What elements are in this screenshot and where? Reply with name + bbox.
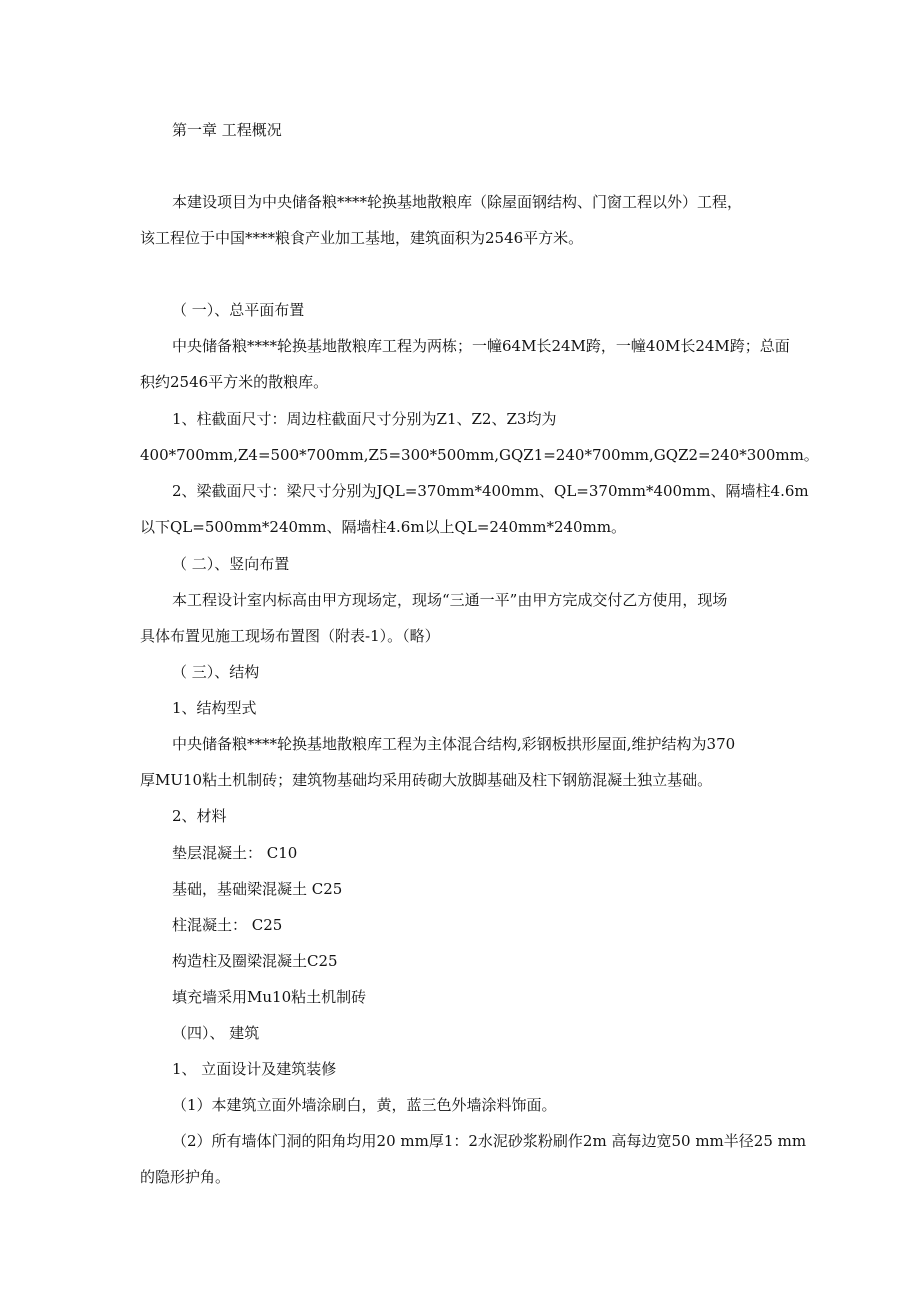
section-1-para-line-2: 积约2546平方米的散粮库。 bbox=[140, 373, 329, 391]
intro-line-2: 该工程位于中国****粮食产业加工基地，建筑面积为2546平方米。 bbox=[140, 229, 584, 247]
facade-design-heading: 1、 立面设计及建筑装修 bbox=[172, 1060, 337, 1078]
intro-line-1: 本建设项目为中央储备粮****轮换基地散粮库（除屋面钢结构、门窗工程以外）工程， bbox=[172, 193, 743, 211]
section-2-heading: （ 二）、竖向布置 bbox=[172, 555, 290, 573]
chapter-title: 第一章 工程概况 bbox=[172, 121, 282, 139]
material-item: 垫层混凝土： C10 bbox=[172, 844, 298, 862]
section-2-para-line-1: 本工程设计室内标高由甲方现场定，现场“三通一平”由甲方完成交付乙方使用，现场 bbox=[172, 591, 728, 609]
facade-item-2-line-2: 的隐形护角。 bbox=[140, 1168, 231, 1186]
section-1-para-line-1: 中央储备粮****轮换基地散粮库工程为两栋；一幢64M长24M跨，一幢40M长24M跨；总面 bbox=[172, 337, 790, 355]
material-item: 构造柱及圈梁混凝土C25 bbox=[172, 952, 338, 970]
column-size-line-1: 1、柱截面尺寸：周边柱截面尺寸分别为Z1、Z2、Z3均为 bbox=[172, 410, 557, 428]
section-4-heading: （四）、 建筑 bbox=[172, 1024, 260, 1042]
material-item: 基础，基础梁混凝土 C25 bbox=[172, 880, 343, 898]
structure-para-line-1: 中央储备粮****轮换基地散粮库工程为主体混合结构,彩钢板拱形屋面,维护结构为370 bbox=[172, 735, 736, 753]
section-2-para-line-2: 具体布置见施工现场布置图（附表-1）。（略） bbox=[140, 627, 440, 645]
column-size-line-2: 400*700mm,Z4=500*700mm,Z5=300*500mm,GQZ1=240*700mm,GQZ2=240*300mm。 bbox=[140, 446, 819, 464]
material-item: 填充墙采用Mu10粘土机制砖 bbox=[172, 988, 367, 1006]
beam-size-line-2: 以下QL=500mm*240mm、隔墙柱4.6m以上QL=240mm*240mm。 bbox=[140, 518, 627, 536]
facade-item-2-line-1: （2）所有墙体门洞的阳角均用20 mm厚1：2水泥砂浆粉刷作2m 高每边宽50 mm半径25 mm bbox=[172, 1132, 807, 1150]
section-3-heading: （ 三）、结构 bbox=[172, 663, 260, 681]
facade-item-1: （1）本建筑立面外墙涂刷白，黄，蓝三色外墙涂料饰面。 bbox=[172, 1096, 557, 1114]
section-1-heading: （ 一）、总平面布置 bbox=[172, 301, 305, 319]
structure-type-heading: 1、结构型式 bbox=[172, 699, 257, 717]
beam-size-line-1: 2、梁截面尺寸：梁尺寸分别为JQL=370mm*400mm、QL=370mm*400mm、隔墙柱4.6m bbox=[172, 482, 809, 500]
structure-para-line-2: 厚MU10粘土机制砖；建筑物基础均采用砖砌大放脚基础及柱下钢筋混凝土独立基础。 bbox=[140, 771, 713, 789]
material-item: 柱混凝土： C25 bbox=[172, 916, 283, 934]
materials-heading: 2、材料 bbox=[172, 807, 227, 825]
